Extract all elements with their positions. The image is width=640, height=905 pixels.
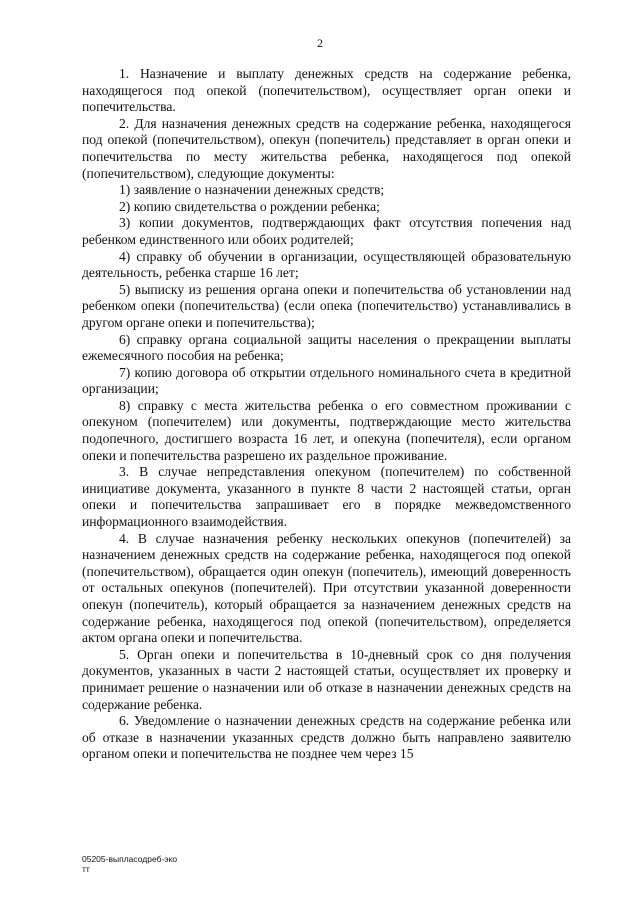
- footer-initials: тт: [82, 864, 90, 874]
- footer-file-code: 05205-выпласодреб-эко: [82, 854, 178, 864]
- paragraph-4: 4. В случае назначения ребенку нескольких опекунов (попечителей) за назначением денежных средств на содержание ребенка, находящегося под опекой (попечительством), обращается один опекун (попечитель), имеющий доверенность от остальных опекунов (попечителей). При отсутствии указанной доверенности опекун (попечитель), который обращается за назначением денежных средств на содержание ребенка, находящегося под опекой (попечительством), определяется актом органа опеки и попечительства.: [82, 530, 571, 646]
- list-item-7: 7) копию договора об открытии отдельного номинального счета в кредитной организации;: [82, 364, 571, 397]
- paragraph-3: 3. В случае непредставления опекуном (попечителем) по собственной инициативе документа, указанного в пункте 8 части 2 настоящей статьи, орган опеки и попечительства запрашивает его в порядке межведомственного информационного взаимодействия.: [82, 464, 571, 530]
- paragraph-2: 2. Для назначения денежных средств на содержание ребенка, находящегося под опекой (попечительством), опекун (попечитель) представляет в орган опеки и попечительства по месту жительства ребенка, находящегося под опекой (попечительством), следующие документы:: [82, 115, 571, 181]
- list-item-3: 3) копии документов, подтверждающих факт отсутствия попечения над ребенком единственного или обоих родителей;: [82, 215, 571, 247]
- list-item-1: 1) заявление о назначении денежных средств;: [119, 182, 385, 198]
- footer: [82, 854, 177, 874]
- list-item-5: 5) выписку из решения органа опеки и попечительства об установлении над ребенком опеки (попечительства) (если опека (попечительство) устанавливались в другом органе опеки и попечительства);: [82, 281, 571, 330]
- list-item-2: 2) копию свидетельства о рождении ребенка;: [119, 198, 380, 214]
- list-item-8: 8) справку с места жительства ребенка о его совместном проживании с опекуном (попечителем) или документы, подтверждающие место жительства подопечного, достигшего возраста 16 лет, и опекуна (попечителя), если органом опеки и попечительства разрешено их раздельное проживание.: [82, 397, 571, 463]
- paragraph-6: 6. Уведомление о назначении денежных средств на содержание ребенка или об отказе в назначении указанных средств должно быть направлено заявителю органом опеки и попечительства не позднее чем через 15: [82, 713, 571, 762]
- paragraph-5: 5. Орган опеки и попечительства в 10-дневный срок со дня получения документов, указанных в части 2 настоящей статьи, осуществляет их проверку и принимает решение о назначении или об отказе в назначении денежных средств на содержание ребенка.: [82, 646, 571, 712]
- list-item-4: 4) справку об обучении в организации, осуществляющей образовательную деятельность, ребенка старше 16 лет;: [82, 248, 571, 281]
- page-number: 2: [317, 36, 323, 50]
- paragraph-1: 1. Назначение и выплату денежных средств на содержание ребенка, находящегося под опекой (попечительством), осуществляет орган опеки и попечительства.: [82, 66, 571, 115]
- list-item-6: 6) справку органа социальной защиты населения о прекращении выплаты ежемесячного пособия на ребенка;: [82, 331, 571, 364]
- document-body: [82, 66, 571, 763]
